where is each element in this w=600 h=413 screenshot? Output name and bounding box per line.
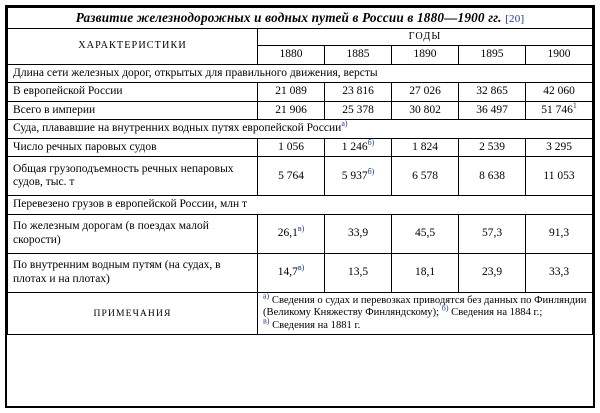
- cell-value-with-note: [526, 101, 593, 120]
- table-row: [8, 253, 593, 292]
- section-heading-row: [8, 64, 593, 83]
- cell-value: 8 638: [459, 157, 526, 196]
- table-row: [8, 83, 593, 102]
- row-label-european-russia: В европейской России: [8, 83, 258, 102]
- cell-value: 18,1: [392, 253, 459, 292]
- notes-line-2b: Сведения на 1884 г.;: [451, 307, 543, 319]
- header-year-1900: 1900: [526, 46, 593, 65]
- cell-value: 5 764: [258, 157, 325, 196]
- cell-value: 42 060: [526, 83, 593, 102]
- notes-row: [8, 292, 593, 335]
- section-heading-river-vessels: [8, 120, 593, 139]
- table-title-cell: [8, 8, 593, 29]
- cell-value: 45,5: [392, 214, 459, 253]
- section-heading-freight: Перевезено грузов в европейской России, млн т: [8, 196, 593, 215]
- footnote-marker: а): [263, 291, 270, 301]
- footnote-marker: в): [297, 224, 305, 234]
- table-row: [8, 157, 593, 196]
- notes-label: ПРИМЕЧАНИЯ: [8, 292, 258, 335]
- section-heading-row: [8, 120, 593, 139]
- header-year-1885: 1885: [325, 46, 392, 65]
- header-group-row: [8, 28, 593, 45]
- table-title-text: Развитие железнодорожных и водных путей в России в 1880—1900 гг.: [75, 10, 502, 25]
- cell-value: 57,3: [459, 214, 526, 253]
- railway-waterway-statistics-table: [7, 7, 593, 335]
- cell-value: 26,1: [277, 227, 298, 240]
- cell-value-with-note: [258, 214, 325, 253]
- cell-value: 23 816: [325, 83, 392, 102]
- notes-line-1: Сведения о судах и перевозках приводятся без данных по Финляндии: [271, 294, 587, 306]
- table-row: [8, 214, 593, 253]
- footnote-marker: б): [441, 303, 449, 313]
- table-title-row: [8, 8, 593, 29]
- cell-value: 25 378: [325, 101, 392, 120]
- header-year-1890: 1890: [392, 46, 459, 65]
- header-year-1880: 1880: [258, 46, 325, 65]
- table-row: [8, 138, 593, 157]
- cell-value: 11 053: [526, 157, 593, 196]
- footnote-marker: а): [341, 119, 348, 129]
- cell-value: 33,9: [325, 214, 392, 253]
- cell-value: 14,7: [277, 266, 298, 279]
- cell-value: 36 497: [459, 101, 526, 120]
- cell-value: 30 802: [392, 101, 459, 120]
- row-label-freight-waterway: По внутренним водным путям (на судах, в плотах и на плотах): [8, 253, 258, 292]
- section-heading-row: [8, 196, 593, 215]
- cell-value: 21 089: [258, 83, 325, 102]
- notes-line-3: Сведения на 1881 г.: [272, 319, 361, 331]
- cell-value-with-note: [325, 157, 392, 196]
- section-heading-text: Суда, плававшие на внутренних водных путях европейской России: [13, 122, 342, 135]
- cell-value: 3 295: [526, 138, 593, 157]
- cell-value: 2 539: [459, 138, 526, 157]
- row-label-freight-railway: По железным дорогам (в поездах малой скорости): [8, 214, 258, 253]
- header-year-1895: 1895: [459, 46, 526, 65]
- cell-value: 91,3: [526, 214, 593, 253]
- cell-value: 21 906: [258, 101, 325, 120]
- footnote-marker: б): [367, 137, 375, 147]
- cell-value: 33,3: [526, 253, 593, 292]
- footnote-marker: в): [297, 263, 305, 273]
- row-label-steam-vessels-count: Число речных паровых судов: [8, 138, 258, 157]
- cell-value: 1 824: [392, 138, 459, 157]
- footnote-marker: б): [367, 166, 375, 176]
- row-label-nonsteam-capacity: Общая грузоподъемность речных непаровых судов, тыс. т: [8, 157, 258, 196]
- cell-value: 5 937: [341, 169, 368, 182]
- cell-value: 1 056: [258, 138, 325, 157]
- table-row: [8, 101, 593, 120]
- cell-value-with-note: [258, 253, 325, 292]
- title-reference: [20]: [505, 13, 525, 25]
- notes-text: [258, 292, 593, 335]
- cell-value: 51 746: [541, 103, 573, 116]
- cell-value: 32 865: [459, 83, 526, 102]
- cell-value: 1 246: [341, 140, 368, 153]
- section-heading-railway-length: Длина сети железных дорог, открытых для правильного движения, версты: [8, 64, 593, 83]
- cell-value: 6 578: [392, 157, 459, 196]
- cell-value-with-note: [325, 138, 392, 157]
- notes-line-2: (Великому Княжеству Финляндскому);: [263, 307, 440, 319]
- header-years-group: ГОДЫ: [258, 28, 593, 45]
- row-label-whole-empire: Всего в империи: [8, 101, 258, 120]
- footnote-marker: в): [263, 316, 270, 326]
- footnote-marker: 1: [572, 100, 577, 110]
- cell-value: 27 026: [392, 83, 459, 102]
- header-characteristics: ХАРАКТЕРИСТИКИ: [8, 28, 258, 64]
- cell-value: 13,5: [325, 253, 392, 292]
- cell-value: 23,9: [459, 253, 526, 292]
